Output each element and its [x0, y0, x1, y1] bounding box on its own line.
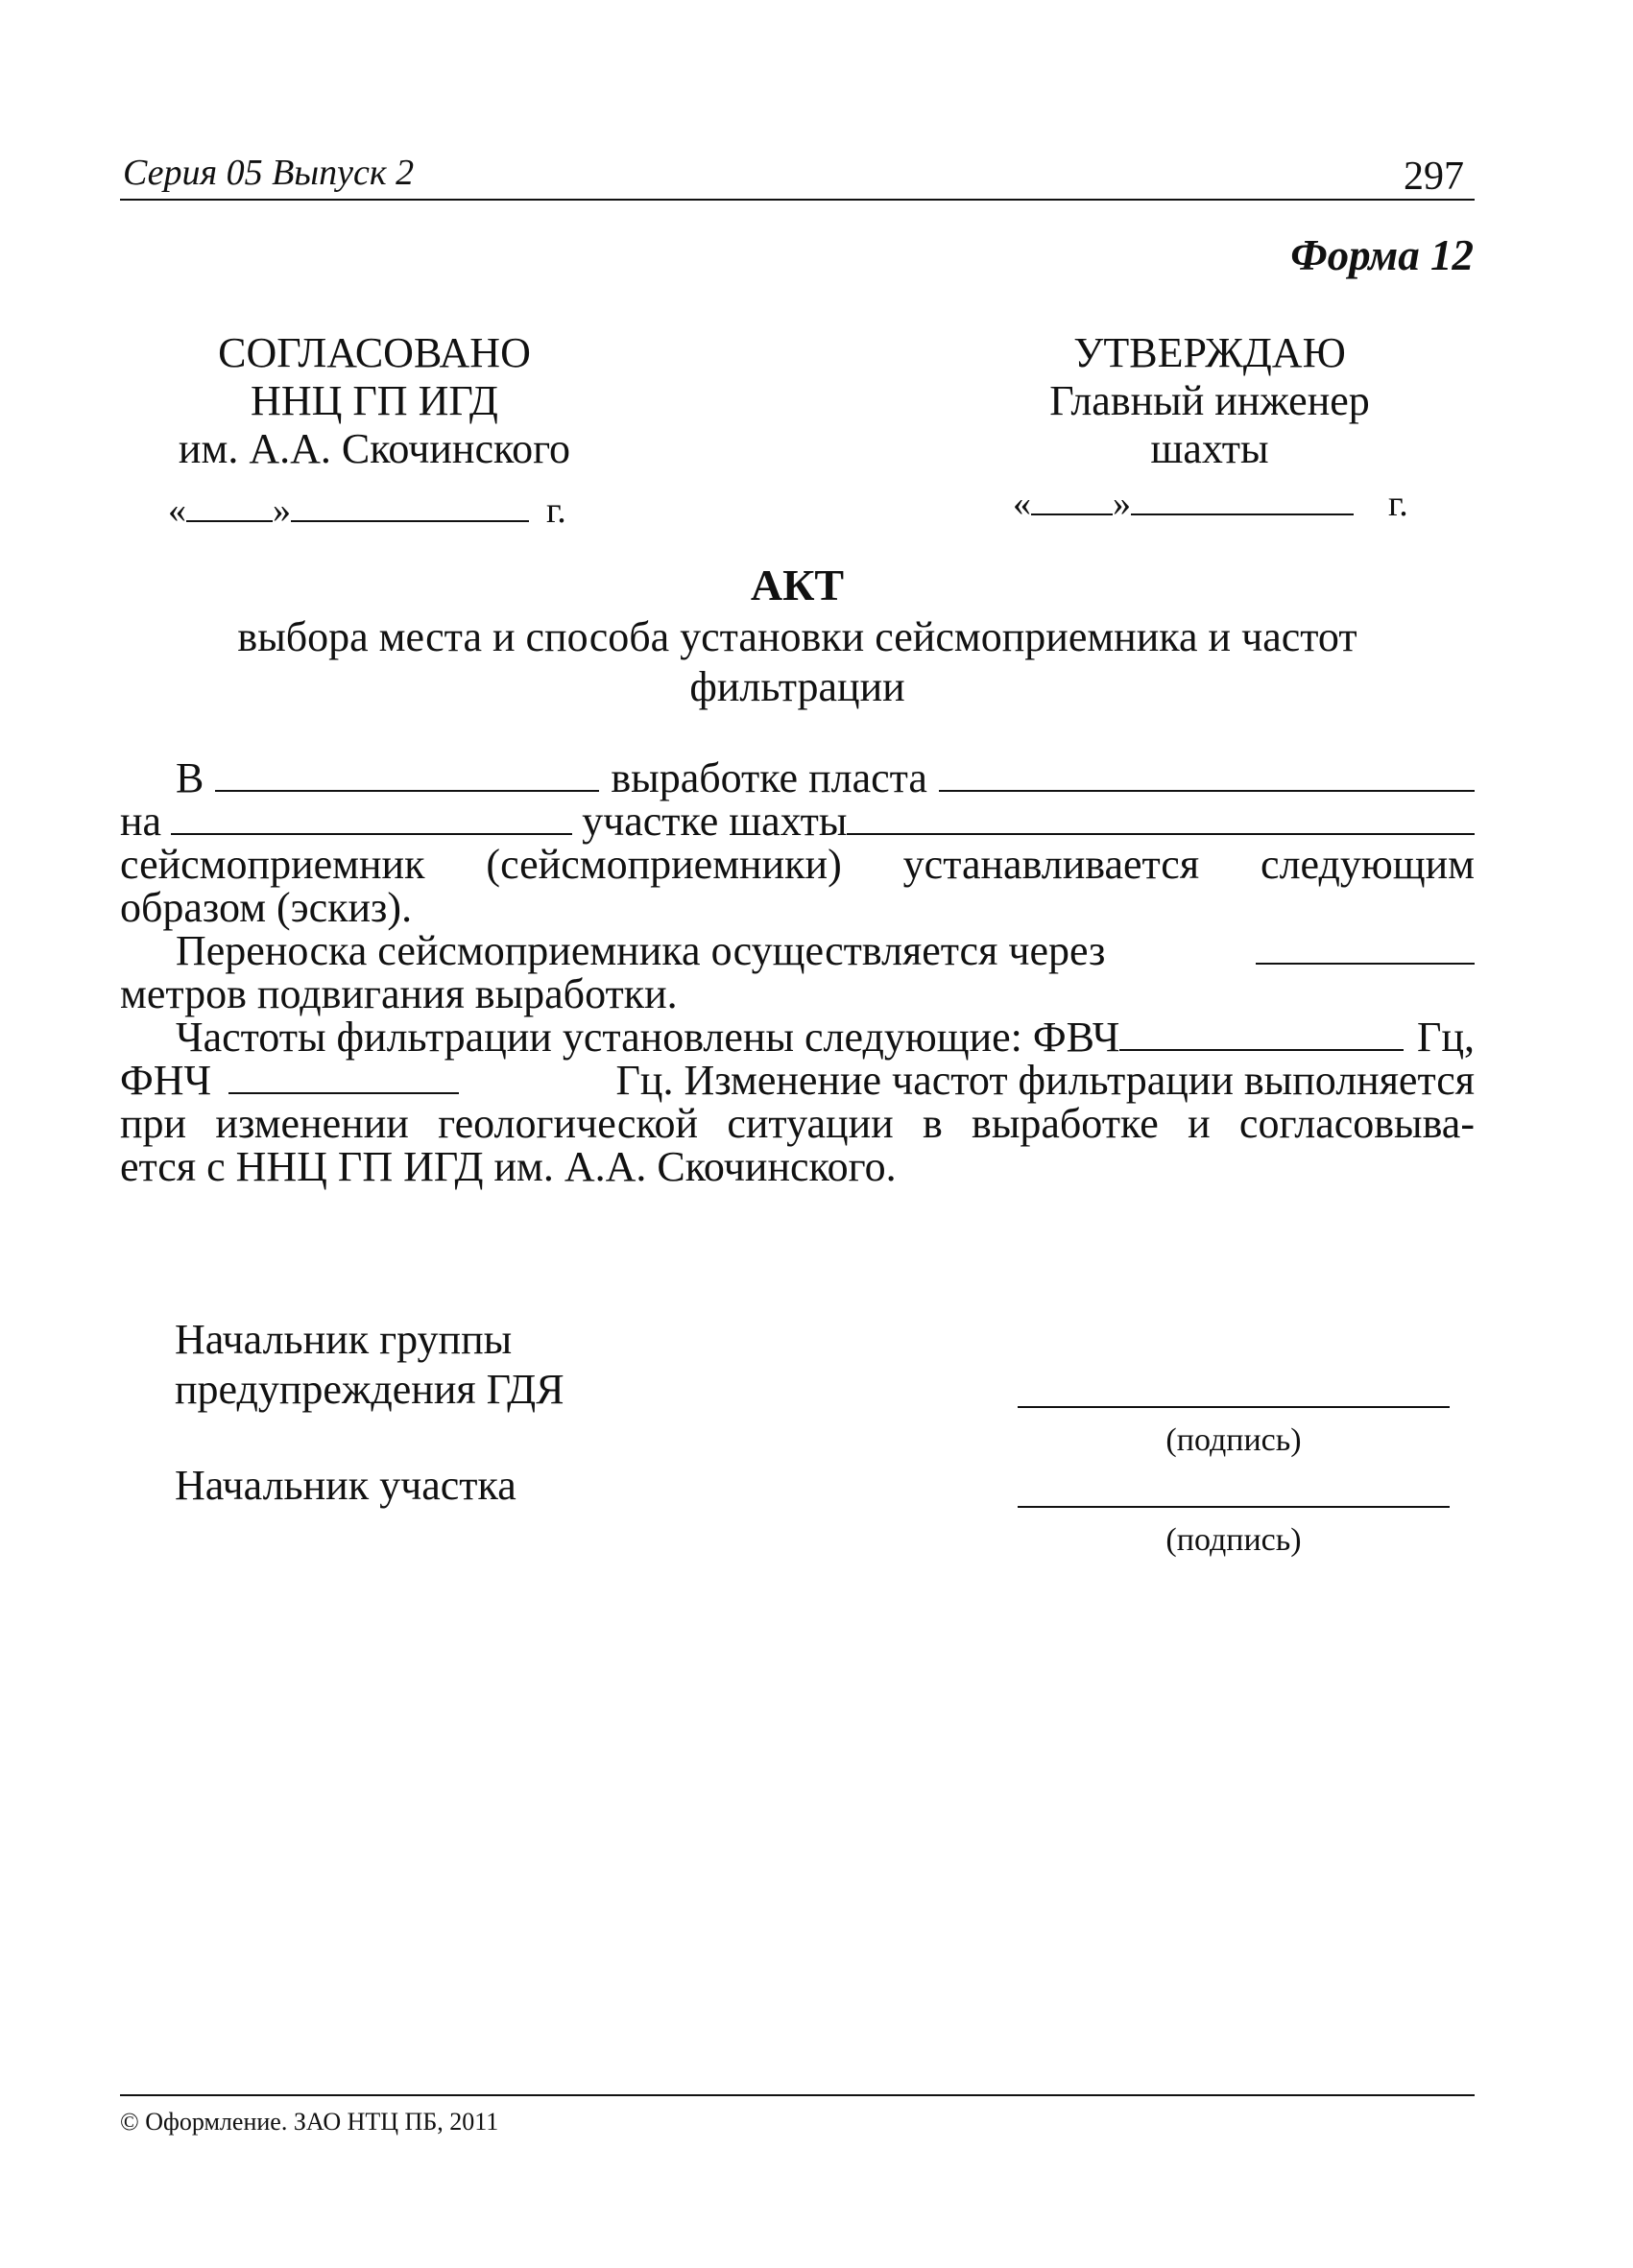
- lpf-blank: [228, 1063, 459, 1094]
- body-line-8: [120, 1059, 1475, 1102]
- agreed-org-name: им. А.А. Скочинского: [178, 425, 571, 472]
- act-title: [120, 559, 1475, 712]
- body-l1-a: В: [176, 754, 204, 801]
- transfer-blank: [1256, 934, 1475, 965]
- group-head-signature-caption: (подпись): [1165, 1422, 1302, 1458]
- group-head-label: [175, 1315, 564, 1415]
- body-l5: Переноска сейсмоприемника осуществляется через: [176, 927, 1106, 974]
- body-line-6: метров подвигания выработки.: [120, 970, 678, 1017]
- body-line-1: [120, 756, 1475, 800]
- approve-date-line: [1013, 483, 1408, 525]
- footer-rule: [120, 2094, 1475, 2096]
- group-head-line1: Начальник группы: [175, 1316, 513, 1363]
- body-l7-a: Частоты фильтрации установлены следующие: ФВЧ: [176, 1014, 1120, 1061]
- agreed-quote-close: »: [273, 490, 291, 531]
- header-rule: [120, 199, 1475, 201]
- approve-year-suffix: г.: [1388, 484, 1408, 524]
- section-head-label: Начальник участка: [175, 1462, 516, 1509]
- section-head-signature-caption: (подпись): [1165, 1522, 1302, 1558]
- form-number: Форма 12: [1290, 231, 1474, 279]
- approve-place: шахты: [1150, 425, 1269, 472]
- body-line-9: при изменении геологической ситуации в выработке и согласовыва-: [120, 1100, 1475, 1147]
- page-number: 297: [1404, 155, 1464, 199]
- series-label: Серия 05 Выпуск 2: [123, 153, 415, 193]
- working-blank: [215, 761, 599, 792]
- approve-quote-open: «: [1013, 484, 1031, 524]
- act-subtitle-line1: выбора места и способа установки сейсмоприемника и частот: [237, 613, 1357, 660]
- agreed-day-blank: [186, 516, 273, 522]
- body-l2-a: на: [120, 798, 162, 845]
- body-line-10: ется с ННЦ ГП ИГД им. А.А. Скочинского.: [120, 1143, 897, 1190]
- mine-blank: [847, 804, 1475, 835]
- body-l8-b: Гц. Изменение частот фильтрации выполняется: [615, 1057, 1475, 1104]
- agreed-year-suffix: г.: [546, 490, 566, 531]
- body-line-7: [120, 1015, 1475, 1059]
- agreed-title: СОГЛАСОВАНО: [218, 329, 531, 376]
- body-l1-b: выработке пласта: [611, 754, 927, 801]
- agreed-block: [144, 329, 605, 473]
- body-l7-b: Гц,: [1417, 1014, 1475, 1061]
- footer-copyright: © Оформление. ЗАО НТЦ ПБ, 2011: [120, 2108, 499, 2136]
- section-blank: [171, 804, 572, 835]
- approve-month-blank: [1131, 510, 1354, 515]
- hpf-blank: [1119, 1020, 1404, 1051]
- approve-day-blank: [1031, 510, 1113, 515]
- body-line-3: сейсмоприемник (сейсмоприемники) устанавливается следующим: [120, 841, 1475, 888]
- approve-quote-close: »: [1113, 484, 1131, 524]
- approve-title: УТВЕРЖДАЮ: [1073, 329, 1346, 376]
- agreed-month-blank: [291, 516, 529, 522]
- agreed-org: ННЦ ГП ИГД: [251, 377, 498, 424]
- seam-blank: [939, 761, 1475, 792]
- agreed-quote-open: «: [168, 490, 186, 531]
- approve-position: Главный инженер: [1049, 377, 1370, 424]
- group-head-line2: предупреждения ГДЯ: [175, 1366, 564, 1413]
- group-head-signature-line: [1018, 1406, 1450, 1408]
- body-line-5: [120, 929, 1475, 972]
- body-line-2: [120, 800, 1475, 843]
- approve-block: [998, 329, 1421, 473]
- section-head-signature-line: [1018, 1506, 1450, 1508]
- act-subtitle-line2: фильтрации: [689, 663, 905, 710]
- act-heading: АКТ: [750, 561, 845, 609]
- body-line-4: образом (эскиз).: [120, 884, 413, 931]
- body-l2-b: участке шахты: [582, 798, 848, 845]
- body-l8-a: ФНЧ: [120, 1057, 212, 1104]
- agreed-date-line: [168, 489, 566, 532]
- act-body: [120, 756, 1475, 1188]
